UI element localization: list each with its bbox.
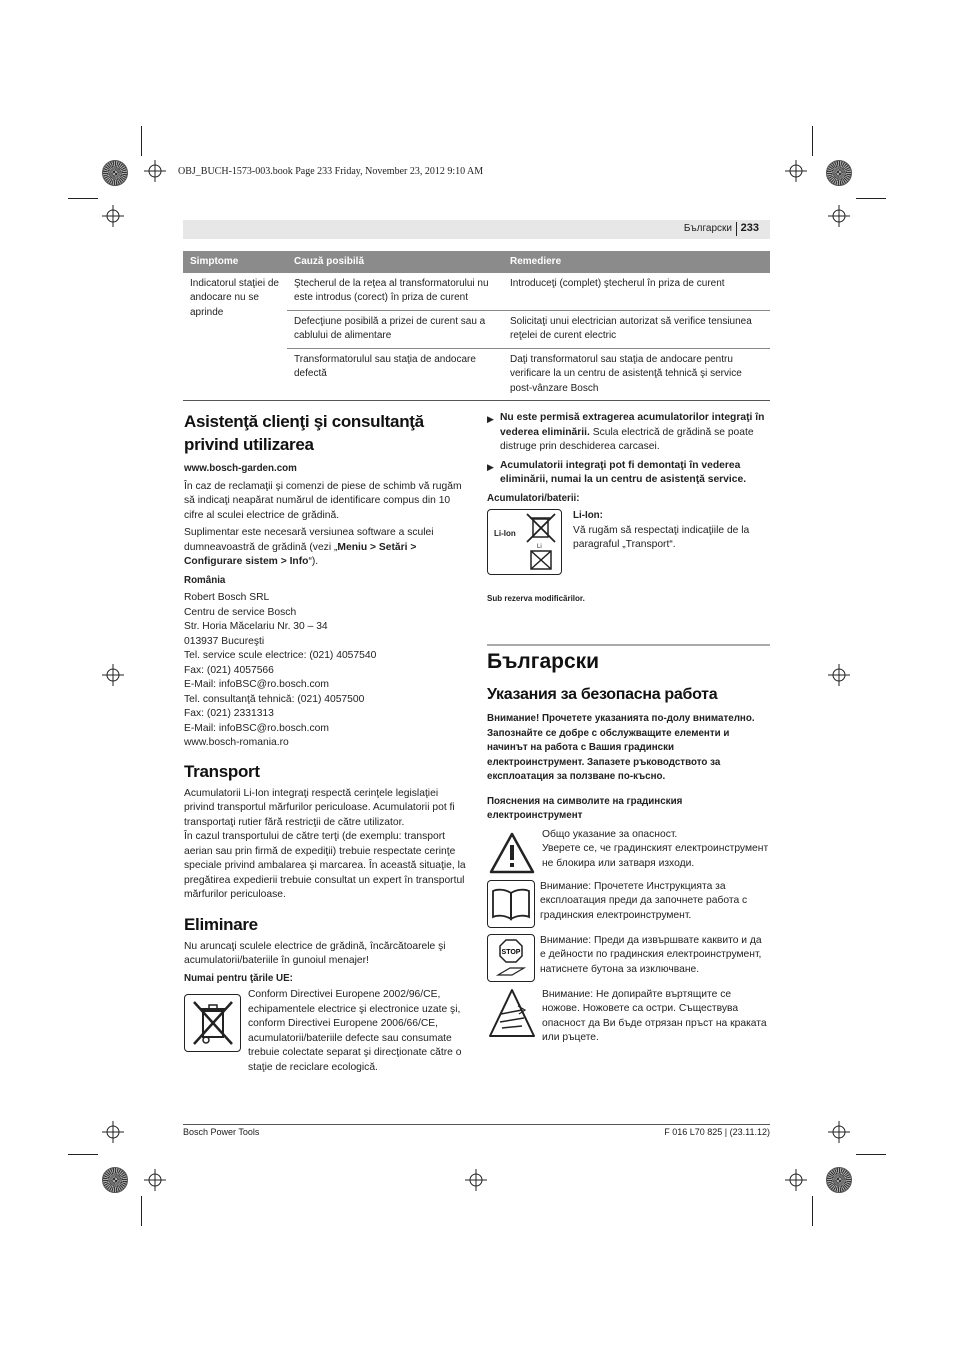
liion-block — [487, 509, 770, 575]
color-rosette-icon — [102, 1167, 128, 1193]
batteries-label: Acumulatori/baterii: — [487, 492, 580, 504]
li-icon-label: Li — [537, 544, 542, 550]
website-link[interactable]: www.bosch-garden.com — [184, 463, 297, 474]
registration-mark-icon — [785, 1169, 807, 1191]
remedy-cell: Solicitaţi unui electrician autorizat să verifice tensiunea reţelei de curent electric — [503, 310, 770, 348]
bg-warning-paragraph: Внимание! Прочетете указанията по-долу внимателно. Запознайте се добре с обслужващите елементи и начинът на работа с Вашия градински електроинструмент. Запазете ръководството за експлоатация за ползване по-късно. — [487, 713, 755, 782]
country-label: România — [184, 574, 226, 586]
address-line: Tel. consultanţă tehnică: (021) 4057500 — [184, 693, 365, 705]
color-rosette-icon — [102, 160, 128, 186]
address-line: Str. Horia Măcelariu Nr. 30 – 34 — [184, 621, 328, 632]
symbol-text: Внимание: Не допирайте въртящите се ножове. Ножовете са остри. Съществува опасност да Ви бъде отрязан пръст на краката или ръцете. — [542, 988, 767, 1043]
symbol-text: Общо указание за опасност. Уверете се, че градинският електроинструмент не блокира или затваря изходи. — [542, 828, 769, 869]
registration-mark-icon — [828, 1121, 850, 1143]
warning-triangle-icon — [487, 828, 537, 874]
address-line: E-Mail: infoBSC@ro.bosch.com — [184, 679, 329, 690]
stop-icon — [487, 934, 535, 982]
registration-mark-icon — [144, 1169, 166, 1191]
bulgarian-section-title: Български — [487, 644, 770, 674]
crop-mark — [856, 1154, 886, 1155]
footer-rule — [183, 1124, 770, 1125]
subject-to-change: Sub rezerva modificărilor. — [487, 594, 585, 603]
bullet-item — [487, 411, 770, 455]
service-heading: Asistenţă clienţi şi consultanţă privind utilizarea — [184, 412, 424, 454]
liion-icon-label: Li-Ion — [494, 529, 516, 538]
table-header-row — [183, 251, 770, 273]
bulgarian-column — [487, 683, 770, 1046]
address-line: www.bosch-romania.ro — [184, 737, 289, 748]
address-line: Centru de service Bosch — [184, 606, 297, 618]
registration-mark-icon — [465, 1169, 487, 1191]
header-language: Български — [683, 223, 732, 234]
crop-mark — [812, 1196, 813, 1226]
read-manual-icon — [487, 880, 535, 928]
stop-icon-label: STOP — [501, 948, 521, 956]
bullet-item — [487, 459, 770, 488]
bullet-rest-text: Scula electrică de grădină se poate distruge prin deschiderea carcasei. — [500, 426, 754, 452]
liion-label: Li-Ion: — [573, 510, 603, 521]
color-rosette-icon — [826, 160, 852, 186]
bg-safety-heading: Указания за безопасна работа — [487, 686, 718, 703]
address-line: E-Mail: infoBSC@ro.bosch.com — [184, 722, 329, 734]
crop-mark — [141, 1196, 142, 1226]
eu-directive-text: Conform Directivei Europene 2002/96/CE, echipamentele electrice şi electronice uzate şi, conform Directivei Europene 2006/66/CE, acumulatorii/bateriile defecte sau consumate trebuie colectate separat şi direcţionate către o staţie de reciclare ecologică. — [248, 989, 462, 1073]
symbol-row — [487, 934, 770, 982]
footer-doc-number: F 016 L70 825 | (23.11.12) — [664, 1127, 770, 1137]
symbol-text: Внимание: Прочетете Инструкцията за експлоатация преди да започнете работа с градинския електроинструмент. — [540, 880, 748, 921]
bullet-arrow-icon: ▶ — [487, 414, 494, 424]
symbol-row — [487, 988, 770, 1046]
remedy-cell: Introduceţi (complet) ştecherul în priza de curent — [503, 273, 770, 311]
registration-mark-icon — [828, 664, 850, 686]
eu-directive-block — [184, 988, 466, 1075]
troubleshooting-table — [183, 251, 770, 401]
address-line: 013937 Bucureşti — [184, 635, 265, 647]
bullet-bold-text: Nu este permisă extragerea acumulatorilor integraţi în vederea eliminării. — [500, 412, 765, 438]
eu-only-label: Numai pentru ţările UE: — [184, 972, 293, 984]
address-line: Robert Bosch SRL — [184, 592, 270, 603]
symbol-text: Внимание: Преди да извършвате каквито и да е дейности по градинския електроинструмент, натиснете бутона за изключване. — [540, 934, 762, 975]
registration-mark-icon — [144, 160, 166, 182]
transport-paragraph: Acumulatorii Li-Ion integraţi respectă cerinţele legislaţiei privind transportul mărfurilor periculoase. Acumulatorii pot fi transportaţi rutier fără restricţii de către utilizator. — [184, 787, 455, 828]
registration-mark-icon — [785, 160, 807, 182]
crop-mark — [68, 1154, 98, 1155]
page-number: 233 — [740, 222, 759, 234]
file-info-bar: OBJ_BUCH-1573-003.book Page 233 Friday, November 23, 2012 9:10 AM — [178, 166, 484, 177]
software-text-end: “). — [308, 556, 319, 567]
transport-paragraph-2: În cazul transportului de către terţi (de exemplu: transport aerian sau prin firmă de expediţii) trebuie respectate cerinţe speciale privind ambalarea şi marcarea. În această situaţie, la pregătirea expedierii trebuie consultat un expert în transportul mărfurilor periculoase. — [184, 831, 466, 900]
address-line: Tel. service scule electrice: (021) 4057540 — [184, 650, 377, 661]
liion-text: Vă rugăm să respectaţi indicaţiile de la paragraful „Transport“. — [573, 524, 750, 550]
registration-mark-icon — [102, 1121, 124, 1143]
menu-path: Meniu > Setări > Configurare sistem > Info — [184, 541, 417, 567]
address-line: Fax: (021) 2331313 — [184, 708, 274, 719]
symptom-cell: Indicatorul staţiei de andocare nu se aprinde — [183, 273, 287, 401]
header-separator — [736, 222, 737, 236]
disposal-paragraph: Nu aruncaţi sculele electrice de grădină, încărcătoarele şi acumulatorii/bateriile în gunoiul menajer! — [184, 940, 446, 966]
service-paragraph: În caz de reclamaţii şi comenzi de piese de schimb vă rugăm să indicaţi neapărat numărul de identificare compus din 10 cifre al sculei electrice de grădină. — [184, 480, 462, 521]
blade-hazard-icon — [487, 988, 537, 1046]
liion-text-block — [573, 509, 770, 575]
left-column — [184, 410, 466, 1075]
liion-recycle-icon — [487, 509, 562, 575]
cause-cell: Ştecherul de la reţea al transformatorului nu este introdus (corect) în priza de curent — [287, 273, 503, 311]
bullet-arrow-icon: ▶ — [487, 461, 494, 472]
cause-cell: Transformatorulul sau staţia de andocare defectă — [287, 348, 503, 401]
address-block — [184, 591, 466, 751]
right-column — [487, 411, 770, 607]
page-header — [183, 220, 770, 239]
transport-heading: Transport — [184, 761, 260, 781]
address-line: Fax: (021) 4057566 — [184, 664, 274, 676]
registration-mark-icon — [102, 664, 124, 686]
remedy-cell: Daţi transformatorul sau staţia de andocare pentru verificare la un centru de asistenţă tehnică şi service post-vânzare Bosch — [503, 348, 770, 401]
crop-mark — [812, 126, 813, 156]
disposal-heading: Eliminare — [184, 914, 258, 934]
table-row — [183, 273, 770, 311]
footer-publisher: Bosch Power Tools — [183, 1127, 260, 1137]
registration-mark-icon — [102, 205, 124, 227]
crop-mark — [68, 198, 98, 199]
table-header-cell: Cauză posibilă — [287, 251, 503, 273]
cause-cell: Defecţiune posibilă a prizei de curent sau a cablului de alimentare — [287, 310, 503, 348]
color-rosette-icon — [826, 1167, 852, 1193]
symbol-row — [487, 880, 770, 928]
table-header-cell: Remediere — [503, 251, 770, 273]
crossed-bin-icon — [184, 994, 241, 1052]
software-text: Suplimentar este necesară versiunea software a sculei dumneavoastră de grădină (vezi „ — [184, 527, 434, 553]
crop-mark — [141, 126, 142, 156]
table-header-cell: Simptome — [183, 251, 287, 273]
bullet-text — [500, 411, 770, 455]
crop-mark — [856, 198, 886, 199]
bullet-bold-text: Acumulatorii integraţi pot fi demontaţi în vederea eliminării, numai la un centru de asistenţă service. — [500, 459, 747, 485]
symbol-row — [487, 828, 770, 874]
software-paragraph — [184, 526, 466, 570]
bg-symbols-heading: Пояснения на символите на градинския електроинструмент — [487, 795, 683, 821]
registration-mark-icon — [828, 205, 850, 227]
